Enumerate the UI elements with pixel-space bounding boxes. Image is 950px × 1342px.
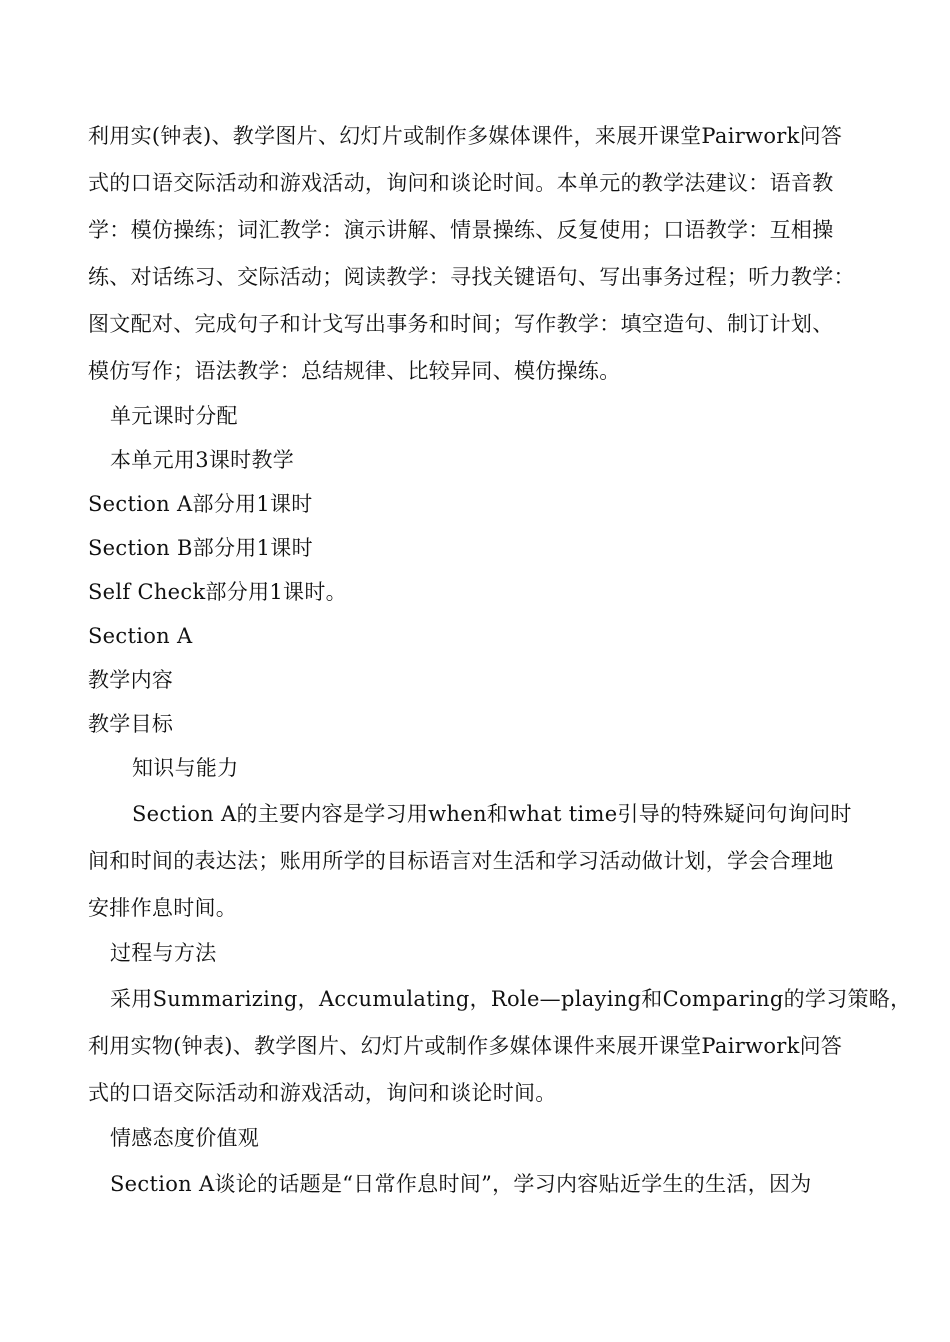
process-heading: 过程与方法 [110, 941, 217, 965]
text-line: 学：模仿操练；词汇教学：演示讲解、情景操练、反复使用；口语教学：互相操 [88, 218, 834, 242]
section-a-hours: Section A部分用1课时 [88, 492, 313, 516]
text-line: 安排作息时间。 [88, 896, 238, 920]
text-line: 模仿写作；语法教学：总结规律、比较异同、模仿操练。 [88, 359, 621, 383]
knowledge-paragraph [88, 790, 878, 933]
teaching-goals-heading: 教学目标 [88, 712, 174, 736]
process-paragraph [88, 975, 912, 1118]
text-line: Section A的主要内容是学习用when和what time引导的特殊疑问句询问时 [132, 802, 852, 826]
text-line: 练、对话练习、交际活动；阅读教学：寻找关键语句、写出事务过程；听力教学： [88, 265, 855, 289]
section-b-hours: Section B部分用1课时 [88, 536, 313, 560]
document-page [88, 112, 912, 1207]
knowledge-heading: 知识与能力 [132, 756, 239, 780]
text-line: 利用实(钟表)、教学图片、幻灯片或制作多媒体课件，来展开课堂Pairwork问答 [88, 124, 843, 148]
unit-total-hours: 本单元用3课时教学 [110, 448, 295, 472]
unit-allocation-heading: 单元课时分配 [110, 404, 238, 428]
text-line: 采用Summarizing，Accumulating，Role—playing和Comparing的学习策略， [110, 987, 912, 1011]
text-line: Section A谈论的话题是“日常作息时间”，学习内容贴近学生的生活，因为 [110, 1172, 812, 1196]
attitude-heading: 情感态度价值观 [110, 1126, 260, 1150]
text-line: 式的口语交际活动和游戏活动，询问和谈论时间。 [88, 1081, 557, 1105]
self-check-hours: Self Check部分用1课时。 [88, 580, 347, 604]
text-line: 图文配对、完成句子和计戈写出事务和时间；写作教学：填空造句、制订计划、 [88, 312, 834, 336]
text-line: 间和时间的表达法；账用所学的目标语言对生活和学习活动做计划，学会合理地 [88, 849, 834, 873]
teaching-content-heading: 教学内容 [88, 668, 174, 692]
attitude-paragraph [88, 1160, 878, 1209]
text-line: 式的口语交际活动和游戏活动，询问和谈论时间。本单元的教学法建议：语音教 [88, 171, 834, 195]
section-a-heading: Section A [88, 624, 193, 648]
intro-paragraph [88, 112, 878, 396]
text-line: 利用实物(钟表)、教学图片、幻灯片或制作多媒体课件来展开课堂Pairwork问答 [88, 1034, 843, 1058]
